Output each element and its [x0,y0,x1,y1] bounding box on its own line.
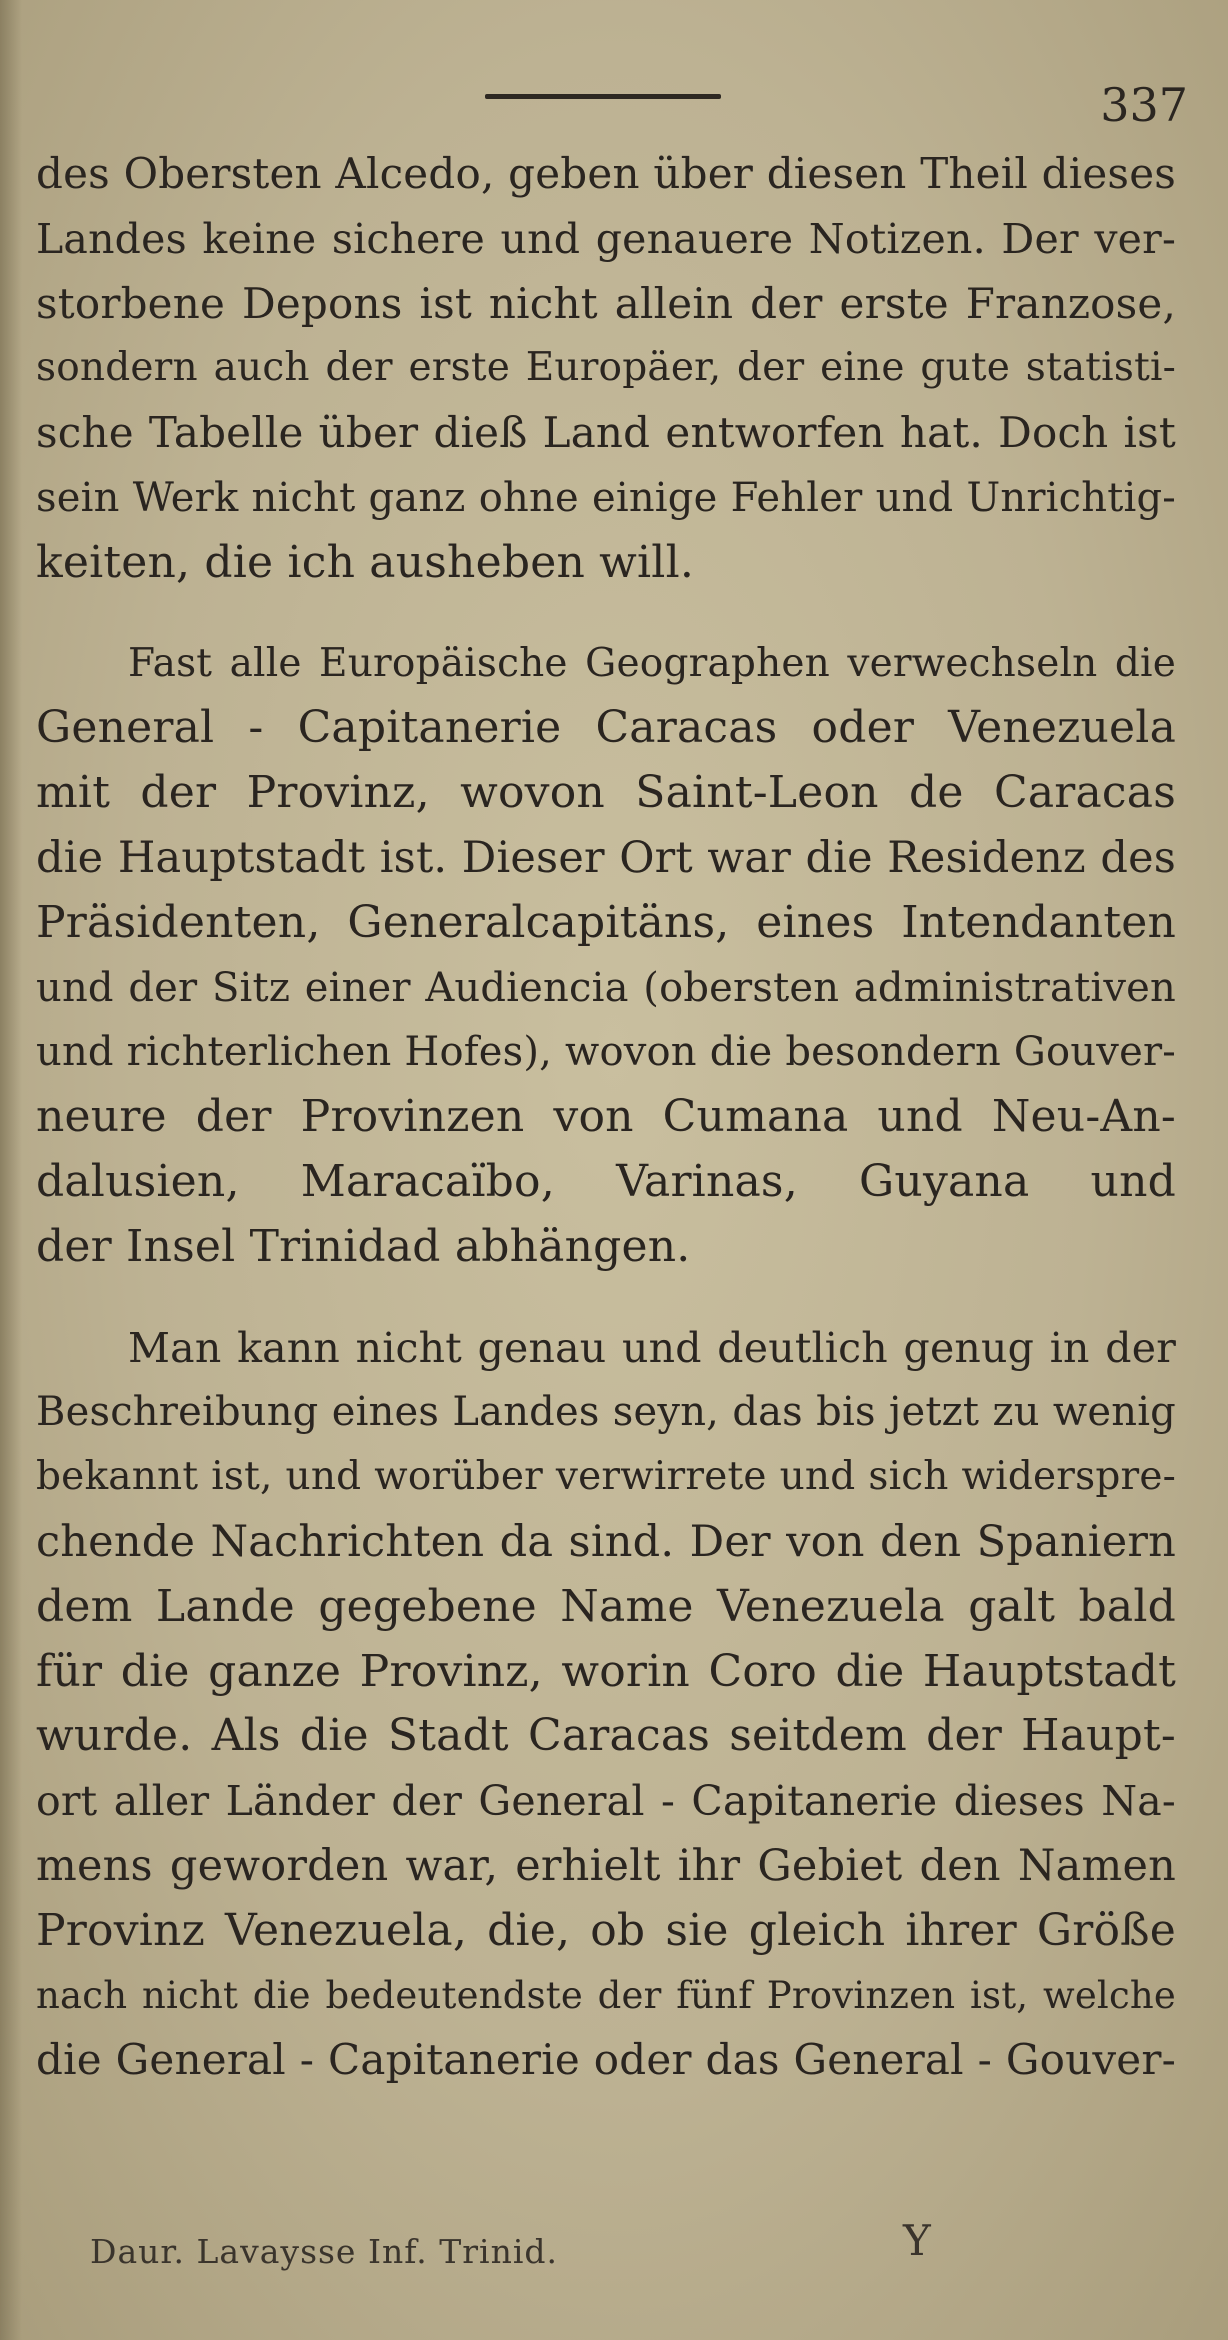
paragraph-gap [36,1280,1176,1316]
footer-signature: Daur. Lavaysse Inf. Trinid. [90,2232,559,2271]
text-line: für die ganze Provinz, worin Coro die Hauptstadt [36,1645,1176,1697]
text-line: General - Capitanerie Caracas oder Venezuela [36,702,1176,754]
page-edge-shadow [0,0,22,2340]
text-line: Beschreibung eines Landes seyn, das bis jetzt zu wenig [36,1389,1176,1436]
text-line: und richterlichen Hofes), wovon die besondern Gouver- [36,1029,1176,1076]
text-line: nach nicht die bedeutendste der fünf Provinzen ist, welche [36,1973,1176,2017]
header-rule [485,94,721,99]
text-line: und der Sitz einer Audiencia (obersten administrativen [36,964,1176,1011]
text-line: die Hauptstadt ist. Dieser Ort war die Residenz des [36,832,1176,883]
text-line: dalusien, Maracaïbo, Varinas, Guyana und [36,1155,1176,1207]
text-line: Provinz Venezuela, die, ob sie gleich ihrer Größe [36,1904,1176,1956]
text-line: keiten, die ich ausheben will. [36,536,695,588]
paragraph-gap [36,596,1176,632]
body-text [36,142,1176,2093]
text-line: storbene Depons ist nicht allein der erste Franzose, [36,278,1176,328]
text-line: ort aller Länder der General - Capitanerie dieses Na- [36,1777,1176,1826]
text-line: des Obersten Alcedo, geben über diesen Theil dieses [36,149,1176,198]
text-line: dem Lande gegebene Name Venezuela galt bald [36,1580,1176,1632]
text-line: chende Nachrichten da sind. Der von den Spaniern [36,1516,1176,1567]
text-line: mit der Provinz, wovon Saint-Leon de Caracas [36,767,1176,819]
text-line: bekannt ist, und worüber verwirrete und sich widerspre- [36,1454,1176,1500]
text-line: der Insel Trinidad abhängen. [36,1220,691,1272]
text-line: die General - Capitanerie oder das General - Gouver- [36,2035,1176,2085]
text-line: Präsidenten, Generalcapitäns, eines Intendanten [36,896,1176,948]
page-number: 337 [1100,78,1188,132]
text-line: sondern auch der erste Europäer, der eine gute statisti- [36,345,1176,391]
text-line: wurde. Als die Stadt Caracas seitdem der Haupt- [36,1710,1176,1762]
text-line: sche Tabelle über dieß Land entworfen hat. Doch ist [36,408,1176,458]
text-line: Landes keine sichere und genauere Notizen. Der ver- [36,214,1176,263]
text-line: mens geworden war, erhielt ihr Gebiet den Namen [36,1840,1176,1891]
text-line: Man kann nicht genau und deutlich genug in der [128,1323,1176,1372]
footer-signature-mark: Y [903,2216,931,2265]
text-line: Fast alle Europäische Geographen verwechseln die [128,640,1176,686]
text-line: neure der Provinzen von Cumana und Neu-An- [36,1091,1176,1143]
text-line: sein Werk nicht ganz ohne einige Fehler und Unrichtig- [36,474,1176,521]
